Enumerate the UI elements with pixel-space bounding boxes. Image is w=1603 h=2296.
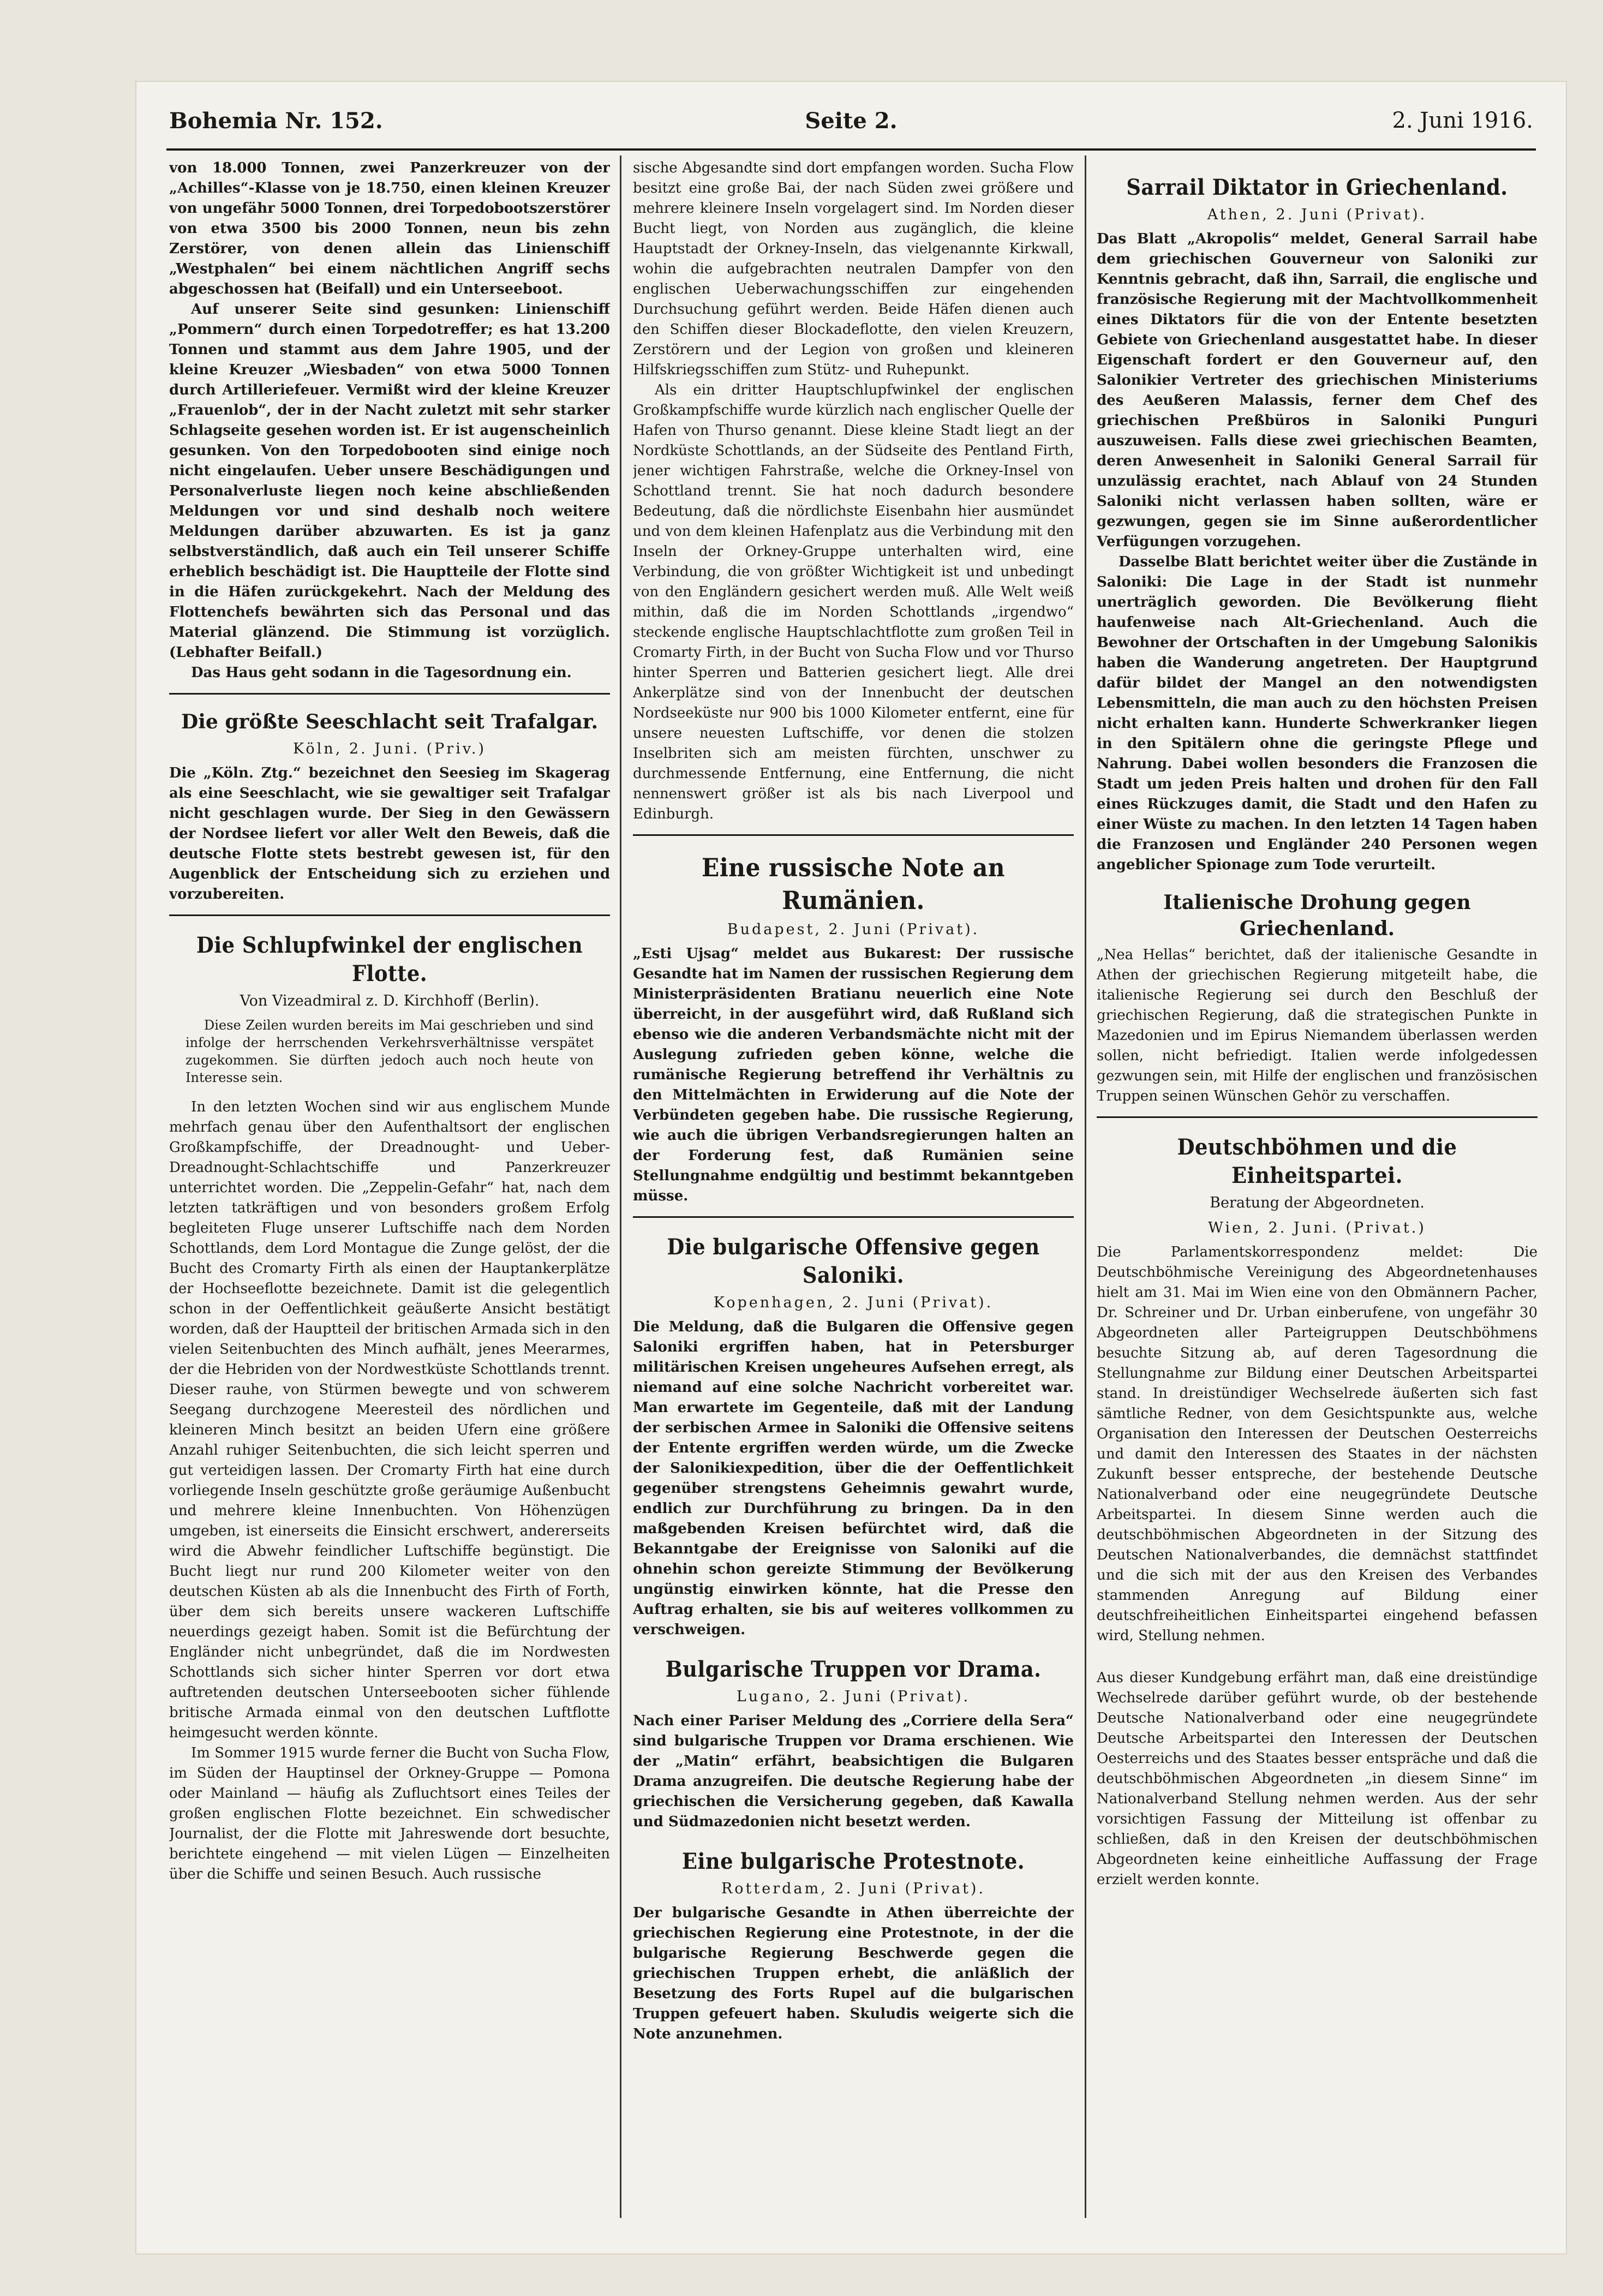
header-rule [166, 148, 1536, 151]
article-paragraph: Nach einer Pariser Meldung des „Corriere della Sera“ sind bulgarische Truppen vor Drama erschienen. Wie der „Matin“ erfährt, beabsichtigen die Bulgaren Drama anzugreifen. Die deutsche Regierung habe der griechischen die Versicherung gegeben, daß Kawalla und Südmazedonien nicht besetzt werden. [633, 1713, 1074, 1830]
column-1 [169, 158, 610, 2232]
article-paragraph: Die „Köln. Ztg.“ bezeichnet den Seesieg im Skagerag als eine Seeschlacht, wie sie gewaltiger seit Trafalgar nicht geschlagen wurde. Der Sieg in den Gewässern der Nordsee liefert vor aller Welt den Beweis, daß die deutsche Flotte stets bestrebt gewesen ist, für den Augenblick der Entscheidung sich zu erziehen und vorzubereiten. [169, 765, 610, 902]
article-paragraph: Aus dieser Kundgebung erfährt man, daß eine dreistündige Wechselrede darüber geführt wurde, ob der bestehende Deutsche Nationalverband oder eine neugegründete Deutsche Arbeitspartei den Interessen der Deutschen Oesterreichs und des Staates besser entspräche und daß die deutschböhmischen Abgeordneten „in diesem Sinne“ im Nationalverband Stellung nehmen werden. Aus der sehr vorsichtigen Fassung der Mitteilung ist offenbar zu schließen, daß in den Kreisen der deutschböhmischen Abgeordneten keine einheitliche Auffassung der Frage erzielt werden konnte. [1097, 1670, 1538, 1888]
dateline: Athen, 2. Juni (Privat). [1207, 206, 1427, 223]
column-2 [633, 158, 1074, 2232]
headline-deutschboehmen: Deutschböhmen und die Einheitspartei. [1177, 1134, 1457, 1188]
page-number: Seite 2. [805, 108, 898, 134]
masthead-issue: Bohemia Nr. 152. [169, 108, 383, 134]
issue-date: 2. Juni 1916. [1392, 108, 1533, 133]
article-paragraph: Dasselbe Blatt berichtet weiter über die Zustände in Saloniki: Die Lage in der Stadt ist nunmehr unerträglich geworden. Die Bevölkerung flieht haufenweise nach Alt-Griechenland. Auch die Bewohner der Ortschaften in der Umgebung Salonikis haben die Wanderung angetreten. Der Hauptgrund dafür bildet der Mangel an den notwendigsten Lebensmitteln, die man auch zu den höchsten Preisen nicht erhalten kann. Hunderte Schwerkranker liegen in den Spitälern ohne die geringste Pflege und Nahrung. Dabei wollen besonders die Franzosen die Stadt um jeden Preis halten und drohen für den Fall eines Rückzuges damit, die Stadt und den Hafen zu einer Wüste zu machen. In den letzten 14 Tagen haben die Franzosen und Engländer 240 Personen wegen angeblicher Spionage zum Tode verurteilt. [1097, 554, 1538, 873]
editorial-note: Diese Zeilen wurden bereits im Mai geschrieben und sind infolge der herrschenden Verkehrsverhältnisse verspätet zugekommen. Sie dürften jedoch auch noch heute von Interesse sein. [186, 1018, 594, 1085]
dateline: Budapest, 2. Juni (Privat). [727, 921, 980, 938]
spacer [1097, 1646, 1538, 1668]
article-paragraph: von 18.000 Tonnen, zwei Panzerkreuzer von der „Achilles“-Klasse von je 18.750, einen kleinen Kreuzer von ungefähr 5000 Tonnen, drei Torpedobootszerstörer von etwa 3500 bis 2000 Tonnen, neun bis zehn Zerstörer, von denen allein das Linienschiff „Westphalen“ bei einem nächtlichen Angriff sechs abgeschossen hat (Beifall) und ein Unterseeboot. [169, 160, 610, 297]
article-paragraph: Als ein dritter Hauptschlupfwinkel der englischen Großkampfschiffe wurde kürzlich nach englischer Quelle der Hafen von Thurso genannt. Diese kleine Stadt liegt an der Nordküste Schottlands, an der Südseite des Pentland Firth, jener wichtigen Fahrstraße, welche die Orkney-Insel von Schottland trennt. Sie hat noch dadurch besondere Bedeutung, daß die nördlichste Eisenbahn hier ausmündet und von dem kleinen Hafenplatz aus die Verbindung mit den Inseln der Orkney-Gruppe unterhalten wird, eine Verbindung, die von größter Wichtigkeit ist und unbedingt von den Engländern gesichert werden muß. Alle Welt weiß mithin, daß die im Norden Schottlands „irgendwo“ steckende englische Hauptschlachtflotte zum großen Teil in Cromarty Firth, in der Bucht von Sucha Flow und vor Thurso hinter Sperren und Batterien gesichert liegt. Alle drei Ankerplätze sind von der Innenbucht der deutschen Nordseeküste nur 900 bis 1000 Kilometer entfernt, eine für unsere neuesten Luftschiffe, vor denen die stolzen Inselbriten sich am meisten fürchten, unschwer zu durchmessende Entfernung, eine Entfernung, die nicht nennenswert größer ist als bis nach Liverpool und Edinburgh. [633, 382, 1074, 822]
byline: Von Vizeadmiral z. D. Kirchhoff (Berlin). [240, 992, 540, 1009]
dateline: Wien, 2. Juni. (Privat.) [1208, 1219, 1426, 1236]
headline-russische-note: Eine russische Note an Rumänien. [701, 853, 1005, 915]
headline-italienische-drohung: Italienische Drohung gegen Griechenland. [1163, 891, 1471, 940]
article-paragraph: „Esti Ujsag“ meldet aus Bukarest: Der russische Gesandte hat im Namen der russischen Regierung dem Ministerpräsidenten Bratianu neuerlich eine Note überreicht, in der ausgeführt wird, daß Rußland sich ebenso wie die anderen Verbandsmächte nicht mit der Auslegung zufrieden geben könne, welche die rumänische Regierung betreffend ihr Verhältnis zu den Mittelmächten in Erwiderung auf die Note der Verbündeten gegeben habe. Die russische Regierung, wie auch die übrigen Verbandsregierungen halten an der Forderung fest, daß Rumänien seine Stellungnahme endgültig und bestimmt bekanntgeben müsse. [633, 946, 1074, 1204]
article-paragraph: Das Blatt „Akropolis“ meldet, General Sarrail habe dem griechischen Gouverneur von Saloniki zur Kenntnis gebracht, daß ihn, Sarrail, die englische und französische Regierung mit der Machtvollkommenheit eines Diktators für die von der Entente besetzten Gebiete von Griechenland ausgestattet habe. In dieser Eigenschaft fordert er den Gouverneur auf, den Salonikier Vertreter des griechischen Ministeriums des Aeußeren Malassis, ferner dem Chef des griechischen Preßbüros in Saloniki Punguri auszuweisen. Falls diese zwei griechischen Beamten, deren Anwesenheit in Saloniki General Sarrail für unzulässig erachtet, nach Ablauf von 24 Stunden Saloniki nicht verlassen haben sollten, wäre er gezwungen, gegen sie im Sinne außerordentlicher Verfügungen vorzugehen. [1097, 231, 1538, 550]
column-divider-2 [1085, 156, 1086, 2218]
article-paragraph: Die Parlamentskorrespondenz meldet: Die Deutschböhmische Vereinigung des Abgeordnetenhauses hielt am 31. Mai im Wien eine von den Obmännern Pacher, Dr. Schreiner und Dr. Urban einberufene, von ungefähr 30 Abgeordneten aller Parteigruppen Deutschböhmens besuchte Sitzung ab, auf deren Tagesordnung die Stellungnahme zur Bildung einer Deutschen Arbeitspartei stand. In dreistündiger Wechselrede äußerten sich fast sämtliche Redner, von dem Gesichtspunkte aus, welche Organisation den Interessen der Deutschen Oesterreichs und damit den Interessen des Staates in der nächsten Zukunft besser entspreche, der bestehende Deutsche Nationalverband oder eine neugegründete Deutsche Arbeitspartei. In diesem Sinne werden auch die deutschböhmischen Abgeordneten in der Sitzung des Deutschen Nationalverbandes, die demnächst stattfindet und die sich mit der aus den Kreisen des Verbandes stammenden Anregung auf Bildung einer deutschfreiheitlichen Einheitspartei eingehend befassen wird, Stellung nehmen. [1097, 1244, 1538, 1644]
page-header [169, 108, 1533, 146]
headline-sarrail: Sarrail Diktator in Griechenland. [1126, 175, 1508, 200]
subheadline: Beratung der Abgeordneten. [1210, 1194, 1425, 1211]
article-paragraph: Der bulgarische Gesandte in Athen überreichte der griechischen Regierung eine Protestnote, in der die bulgarische Regierung Beschwerde gegen die griechischen Truppen erhebt, die anläßlich der Besetzung des Forts Rupel auf die bulgarischen Truppen gefeuert haben. Skuludis weigerte sich die Note anzunehmen. [633, 1905, 1074, 2042]
column-divider-1 [620, 156, 621, 2218]
article-divider [633, 834, 1074, 836]
headline-trafalgar: Die größte Seeschlacht seit Trafalgar. [181, 710, 598, 733]
column-3 [1097, 158, 1538, 2232]
headline-truppen-vor-drama: Bulgarische Truppen vor Drama. [665, 1657, 1042, 1682]
dateline: Lugano, 2. Juni (Privat). [736, 1688, 971, 1705]
article-divider [1097, 1116, 1538, 1118]
article-paragraph: Auf unserer Seite sind gesunken: Linienschiff „Pommern“ durch einen Torpedotreffer; es hat 13.200 Tonnen und stammt aus dem Jahre 1905, und der kleine Kreuzer „Wiesbaden“ von etwa 5000 Tonnen durch Artilleriefeuer. Vermißt wird der kleine Kreuzer „Frauenlob“, der in der Nacht zuletzt mit sehr starker Schlagseite gesehen worden ist. Er ist augenscheinlich gesunken. Von den Torpedobooten sind einige noch nicht eingelaufen. Ueber unsere Beschädigungen und Personalverluste liegen noch keine abschließenden Meldungen vor und sind deshalb noch weitere Meldungen darüber abzuwarten. Es ist ja ganz selbstverständlich, daß auch ein Teil unserer Schiffe erheblich beschädigt ist. Die Hauptteile der Flotte sind in die Häfen zurückgekehrt. Nach der Meldung des Flottenchefs bewährten sich das Personal und das Material glänzend. Die Stimmung ist vorzüglich. (Lebhafter Beifall.) [169, 301, 610, 661]
headline-protestnote: Eine bulgarische Protestnote. [681, 1849, 1025, 1874]
dateline: Kopenhagen, 2. Juni (Privat). [713, 1294, 994, 1311]
dateline: Rotterdam, 2. Juni (Privat). [721, 1880, 986, 1897]
article-paragraph: Im Sommer 1915 wurde ferner die Bucht von Sucha Flow, im Süden der Hauptinsel der Orkney-Gruppe — Pomona oder Mainland — häufig als Zufluchtsort eines Teiles der großen englischen Flotte bezeichnet. Ein schwedischer Journalist, der die Flotte mit Jahreswende dort besuchte, berichtete eingehend — mit vielen Lügen — Einzelheiten über die Schiffe und seinen Besuch. Auch russische [169, 1745, 610, 1882]
article-divider [169, 914, 610, 916]
newspaper-page [136, 82, 1566, 2253]
article-divider [633, 1216, 1074, 1218]
article-divider [169, 693, 610, 695]
article-paragraph: „Nea Hellas“ berichtet, daß der italienische Gesandte in Athen der griechischen Regierung mitgeteilt habe, die italienische Regierung sei durch den Beschluß der griechischen Regierung, daß die strategischen Punkte in Mazedonien und im Epirus Niemandem überlassen werden sollen, nicht befriedigt. Italien werde infolgedessen gezwungen sein, mit Hilfe der englischen und französischen Truppen seinen Wünschen Gehör zu verschaffen. [1097, 947, 1538, 1104]
article-paragraph: In den letzten Wochen sind wir aus englischem Munde mehrfach genau über den Aufenthaltsort der englischen Großkampfschiffe, der Dreadnought- und Ueber-Dreadnought-Schlachtschiffe und Panzerkreuzer unterrichtet worden. Die „Zeppelin-Gefahr“ hat, nach dem letzten tatkräftigen und von besonders großem Erfolg begleiteten Fluge unserer Luftschiffe nach dem Norden Schottlands, dem Lord Montague die Zunge gelöst, der die Bucht des Cromarty Firth als einen der Hauptankerplätze der Hochseeflotte bezeichnete. Damit ist die gelegentlich schon in der Oeffentlichkeit geäußerte Ansicht bestätigt worden, daß der Hauptteil der britischen Armada sich in den vielen Seitenbuchten des Minch aufhält, jenes Meerarmes, der die Hebriden von der Nordwestküste Schottlands trennt. Dieser rauhe, von Stürmen bewegte und von schwerem Seegang durchzogene Meeresteil des nördlichen und kleineren Minch besitzt an beiden Ufern eine größere Anzahl ruhiger Seitenbuchten, die sich leicht sperren und gut verteidigen lassen. Der Cromarty Firth hat eine durch vorliegende Inseln geschützte große geräumige Außenbucht und mehrere kleine Innenbuchten. Von Höhenzügen umgeben, ist einerseits die Einsicht erschwert, andererseits wird die Abwehr feindlicher Luftschiffe begünstigt. Die Bucht liegt nur rund 200 Kilometer weiter von den deutschen Küsten ab als die Innenbucht des Firth of Forth, über dem sich bereits unsere wackeren Luftschiffe neuerdings gezeigt haben. Somit ist die Befürchtung der Engländer nicht unbegründet, daß die im Nordwesten Schottlands sich sicher hinter Sperren vor dort etwa auftretenden deutschen Unterseebooten sicher fühlende britische Armada einmal von den deutschen Luftflotte heimgesucht werden könnte. [169, 1099, 610, 1741]
headline-schlupfwinkel: Die Schlupfwinkel der englischen Flotte. [196, 932, 583, 986]
article-paragraph: sische Abgesandte sind dort empfangen worden. Sucha Flow besitzt eine große Bai, der nach Süden zwei größere und mehrere kleinere Inseln vorgelagert sind. Im Norden dieser Bucht liegt, von Norden aus zugänglich, die kleine Hauptstadt der Orkney-Inseln, das vielgenannte Kirkwall, wohin die aufgebrachten neutralen Dampfer von den englischen Ueberwachungsschiffen zur eingehenden Durchsuchung geführt werden. Beide Häfen dienen auch den Schiffen dieser Blockadeflotte, den vielen Kreuzern, Zerstörern und der Legion von großen und kleineren Hilfskriegsschiffen zum Stütz- und Ruhepunkt. [633, 160, 1074, 378]
dateline: Köln, 2. Juni. (Priv.) [292, 740, 487, 757]
article-paragraph: Die Meldung, daß die Bulgaren die Offensive gegen Saloniki ergriffen haben, hat in Petersburger militärischen Kreisen ungeheures Aufsehen erregt, als niemand auf eine solche Nachricht vorbereitet war. Man erwartete im Gegenteile, daß mit der Landung der serbischen Armee in Saloniki die Offensive seitens der Entente ergriffen werden würde, um die Zwecke der Salonikiexpedition, über die der Oeffentlichkeit gegenüber strengstens Geheimnis gewahrt wurde, endlich zur Durchführung zu bringen. Da in den maßgebenden Kreisen befürchtet wird, daß die Bekanntgabe der Ereignisse von Saloniki auf die ohnehin schon gereizte Stimmung der Bevölkerung ungünstig einwirken könnte, hat die Presse den Auftrag erhalten, sie bis auf weiteres vollkommen zu verschweigen. [633, 1319, 1074, 1638]
headline-bulgarische-offensive: Die bulgarische Offensive gegen Saloniki. [667, 1234, 1040, 1288]
article-paragraph: Das Haus geht sodann in die Tagesordnung ein. [191, 665, 572, 681]
